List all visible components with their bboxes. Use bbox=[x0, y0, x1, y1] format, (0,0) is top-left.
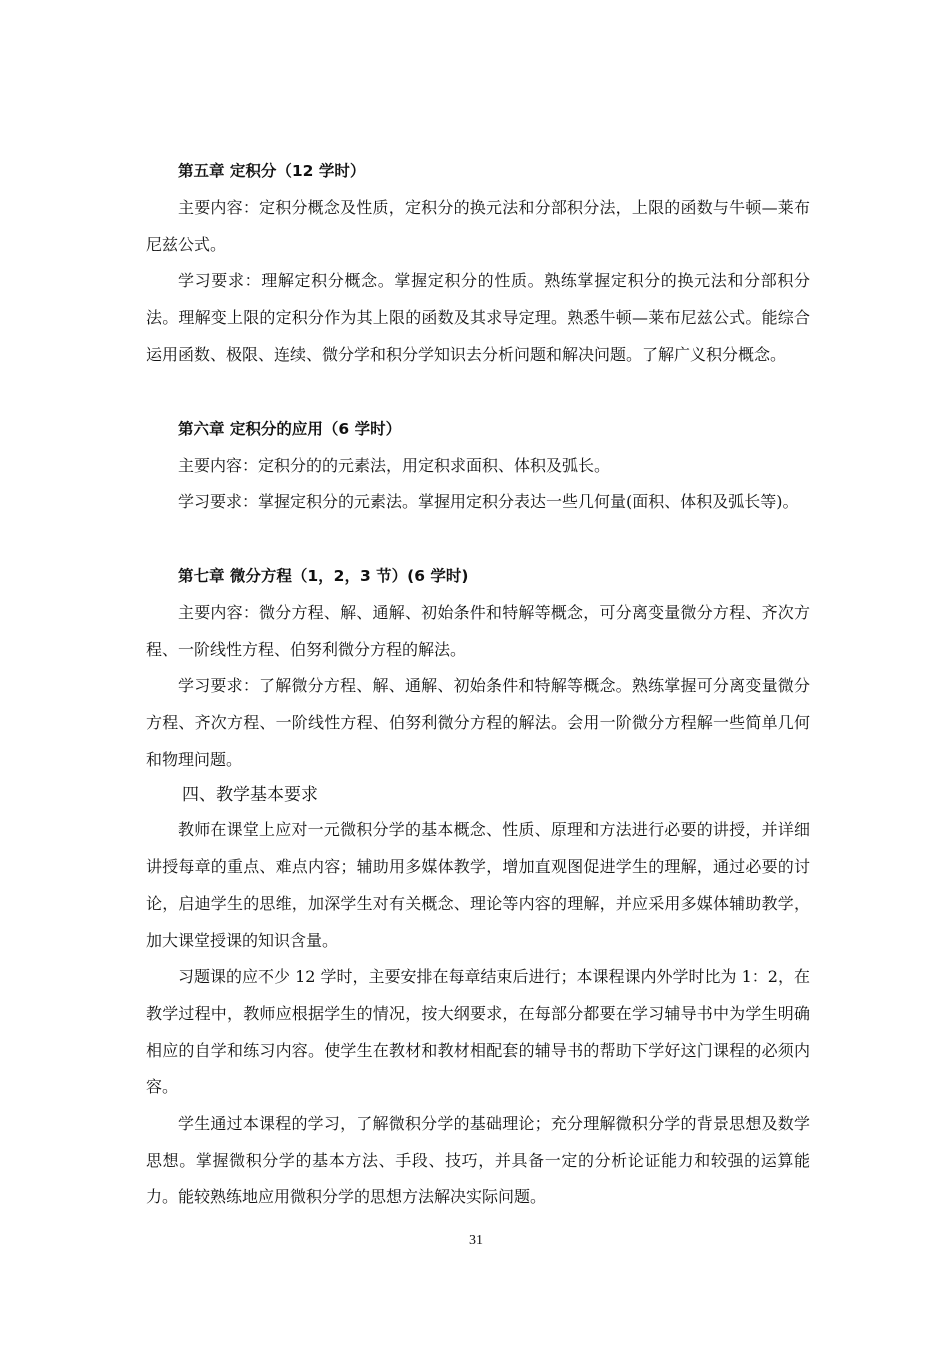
section-4-title: 四、教学基本要求 bbox=[182, 785, 318, 806]
document-body bbox=[146, 152, 810, 1216]
chapter-6-title: 第六章 定积分的应用（6 学时） bbox=[178, 419, 402, 438]
spacer bbox=[146, 521, 810, 557]
spacer bbox=[146, 374, 810, 410]
page-number: 31 bbox=[469, 1233, 483, 1248]
section-4-paragraph: 习题课的应不少 12 学时，主要安排在每章结束后进行；本课程课内外学时比为 1：2，在教学过程中，教师应根据学生的情况，按大纲要求，在每部分都要在学习辅导书中为学生明确相应的自学和练习内容。使学生在教材和教材相配套的辅导书的帮助下学好这门课程的必须内容。 bbox=[146, 967, 810, 1097]
section-4-paragraph: 学生通过本课程的学习，了解微积分学的基础理论；充分理解微积分学的背景思想及数学思想。掌握微积分学的基本方法、手段、技巧，并具备一定的分析论证能力和较强的运算能力。能较熟练地应用微积分学的思想方法解决实际问题。 bbox=[146, 1114, 810, 1207]
chapter-6-requirements: 学习要求：掌握定积分的元素法。掌握用定积分表达一些几何量(面积、体积及弧长等)。 bbox=[178, 492, 799, 512]
chapter-7-content: 主要内容：微分方程、解、通解、初始条件和特解等概念，可分离变量微分方程、齐次方程、一阶线性方程、伯努利微分方程的解法。 bbox=[146, 602, 810, 659]
chapter-5-content: 主要内容：定积分概念及性质，定积分的换元法和分部积分法，上限的函数与牛顿—莱布尼兹公式。 bbox=[146, 198, 810, 254]
chapter-5-title: 第五章 定积分（12 学时） bbox=[178, 162, 366, 180]
chapter-5-requirements: 学习要求：理解定积分概念。掌握定积分的性质。熟练掌握定积分的换元法和分部积分法。理解变上限的定积分作为其上限的函数及其求导定理。熟悉牛顿—莱布尼兹公式。能综合运用函数、极限、连续、微分学和积分学知识去分析问题和解决问题。了解广义积分概念。 bbox=[146, 271, 810, 364]
section-4-paragraph: 教师在课堂上应对一元微积分学的基本概念、性质、原理和方法进行必要的讲授，并详细讲授每章的重点、难点内容；辅助用多媒体教学，增加直观图促进学生的理解，通过必要的讨论，启迪学生的思维，加深学生对有关概念、理论等内容的理解，并应采用多媒体辅助教学，加大课堂授课的知识含量。 bbox=[146, 820, 810, 950]
chapter-7-requirements: 学习要求：了解微分方程、解、通解、初始条件和特解等概念。熟练掌握可分离变量微分方程、齐次方程、一阶线性方程、伯努利微分方程的解法。会用一阶微分方程解一些简单几何和物理问题。 bbox=[146, 676, 810, 769]
chapter-7-title: 第七章 微分方程（1，2，3 节）(6 学时) bbox=[178, 566, 469, 585]
chapter-6-content: 主要内容：定积分的的元素法，用定积求面积、体积及弧长。 bbox=[178, 455, 611, 475]
